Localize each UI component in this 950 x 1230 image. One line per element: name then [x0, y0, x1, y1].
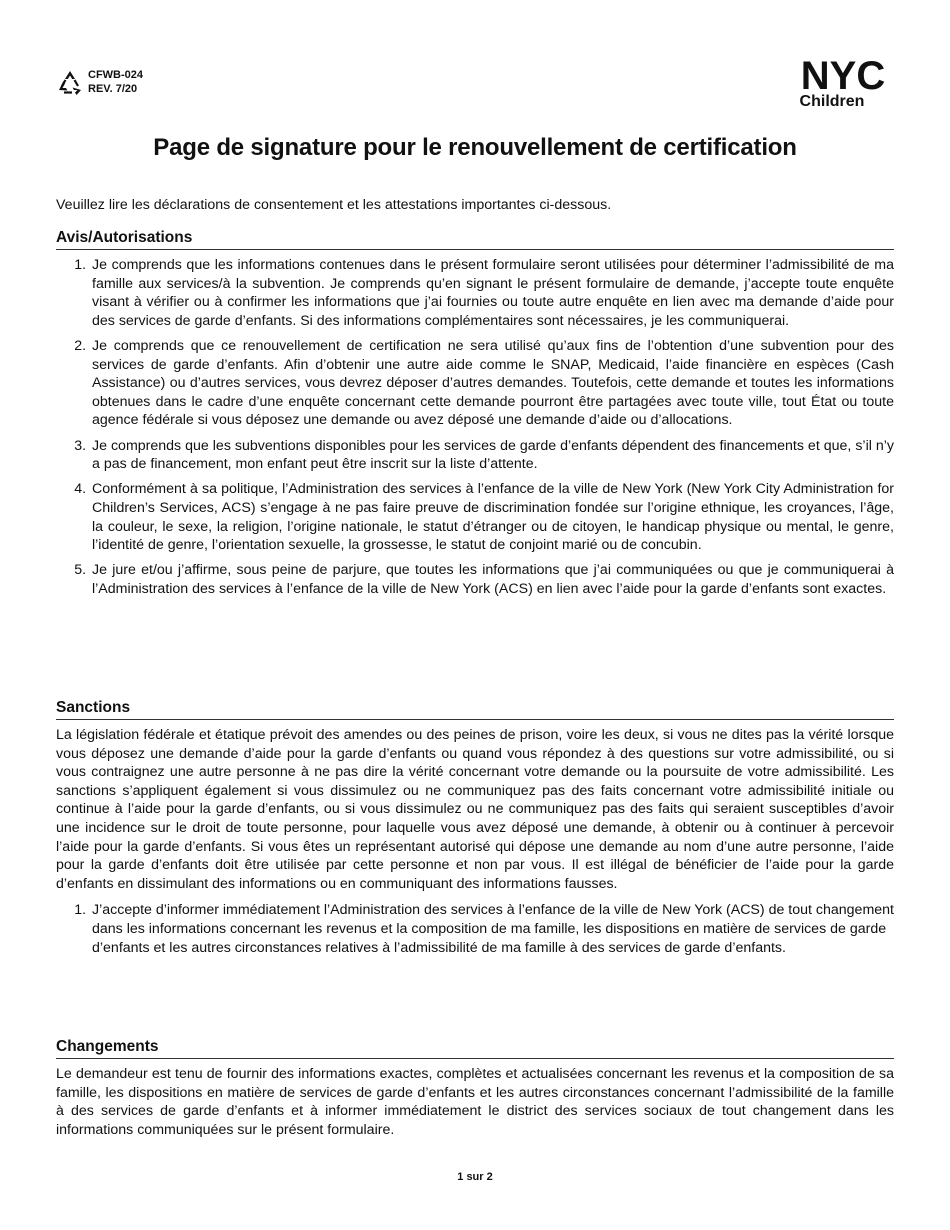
penalties-item: 1. J’accepte d’informer immédiatement l’Administration des services à l’enfance de la ville de New York (ACS) de tout changement dans les informations concernant les revenus et la composition de ma famille, les dispositions en matière de services de garde d’enfants et les autres circonstances relatives à l’admissibilité de ma famille à des services de garde d’enfants. — [90, 901, 894, 957]
logo-text: NYC — [800, 56, 886, 98]
notice-item: 4. Conformément à sa politique, l’Administration des services à l’enfance de la ville de New York (New York City Administration for Children’s Services, ACS) s’engage à ne pas faire preuve de discrimination fondée sur l’origine ethnique, les croyances, l’âge, la couleur, le sexe, la religion, l’origine nationale, le statut d’étranger ou de citoyen, le handicap physique ou mental, le genre, l’identité de genre, l’orientation sexuelle, la grossesse, le statut de conjoint marié ou de concubin. — [90, 480, 894, 554]
page-number: 1 sur 2 — [457, 1171, 493, 1183]
notice-item: 1. Je comprends que les informations contenues dans le présent formulaire seront utilisées pour déterminer l’admissibilité de ma famille aux services/à la subvention. Je comprends qu’en signant le présent formulaire de demande, j’accepte toute enquête visant à vérifier ou à confirmer les informations que j’ai fournies ou toute autre enquête en lien avec ma demande d’aide pour des services de garde d’enfants. Si des informations complémentaires sont nécessaires, je les communiquerai. — [90, 256, 894, 330]
changes-section — [56, 1038, 894, 1139]
nyc-children-logo — [794, 56, 892, 110]
notices-heading: Avis/Autorisations — [56, 229, 894, 250]
changes-heading: Changements — [56, 1038, 894, 1059]
form-number: CFWB-024 — [88, 69, 144, 81]
logo-subtitle: Children — [799, 93, 865, 110]
changes-paragraph: Le demandeur est tenu de fournir des informations exactes, complètes et actualisées concernant les revenus et la composition de sa famille, les dispositions en matière de services de garde d’enfants et les autres circonstances concernant l’admissibilité de la famille à des services de garde d’enfants et à informer immédiatement le district des services sociaux de tout changement dans les informations communiquées sur le présent formulaire. — [56, 1066, 894, 1138]
notices-section — [56, 229, 894, 605]
notice-item: 3. Je comprends que les subventions disponibles pour les services de garde d’enfants dépendent des financements et que, s’il n’y a pas de financement, mon enfant peut être inscrit sur la liste d’attente. — [90, 437, 894, 474]
form-code-block — [56, 68, 143, 97]
notice-item: 5. Je jure et/ou j’affirme, sous peine de parjure, que toutes les informations que j’ai communiquées ou que je communiquerai à l’Administration des services à l’enfance de la ville de New York (ACS) en lien avec l’aide pour la garde d’enfants sont exactes. — [90, 561, 894, 598]
penalties-section — [56, 699, 894, 964]
page-title: Page de signature pour le renouvellement de certification — [153, 134, 797, 161]
recycle-icon — [56, 69, 84, 97]
form-revision: REV. 7/20 — [88, 83, 138, 95]
intro-text: Veuillez lire les déclarations de consentement et les attestations importantes ci-dessous. — [56, 197, 612, 213]
notice-item: 2. Je comprends que ce renouvellement de certification ne sera utilisé qu’aux fins de l’obtention d’une subvention pour des services de garde d’enfants. Afin d’obtenir une autre aide comme le SNAP, Medicaid, l’aide financière en espèces (Cash Assistance) ou d’autres services, vous devrez déposer d’autres demandes. Toutefois, cette demande et toutes les informations obtenues dans le cadre d’une enquête concernant cette demande pourront être partagées avec toute ville, tout État ou toute agence fédérale si vous déposez une demande ou avez déposé une demande d’aide ou d’allocations. — [90, 337, 894, 430]
penalties-paragraph: La législation fédérale et étatique prévoit des amendes ou des peines de prison, voire les deux, si vous ne dites pas la vérité lorsque vous déposez une demande d’aide pour la garde d’enfants ou quand vous répondez à des questions sur votre admissibilité, ou si vous contraignez une autre personne à ne pas dire la vérité concernant votre demande ou la poursuite de votre admissibilité. Les sanctions s’appliquent également si vous dissimulez ou ne communiquez pas des faits concernant votre admissibilité initiale ou continue à l’aide pour la garde d’enfants, ou si vous dissimulez ou ne communiquez pas des faits qui seraient susceptibles d’avoir une incidence sur le droit de toute personne, pour laquelle vous avez déposé une demande, à obtenir ou à continuer à percevoir l’aide pour la garde d’enfants. Si vous êtes un représentant autorisé qui dépose une demande au nom d’une autre personne, l’aide pour la garde d’enfants doit être utilisée par cette personne et non par vous. Il est illégal de bénéficier de l’aide pour la garde d’enfants en dissimulant des informations ou en communiquant des informations fausses. — [56, 727, 894, 892]
penalties-heading: Sanctions — [56, 699, 894, 720]
